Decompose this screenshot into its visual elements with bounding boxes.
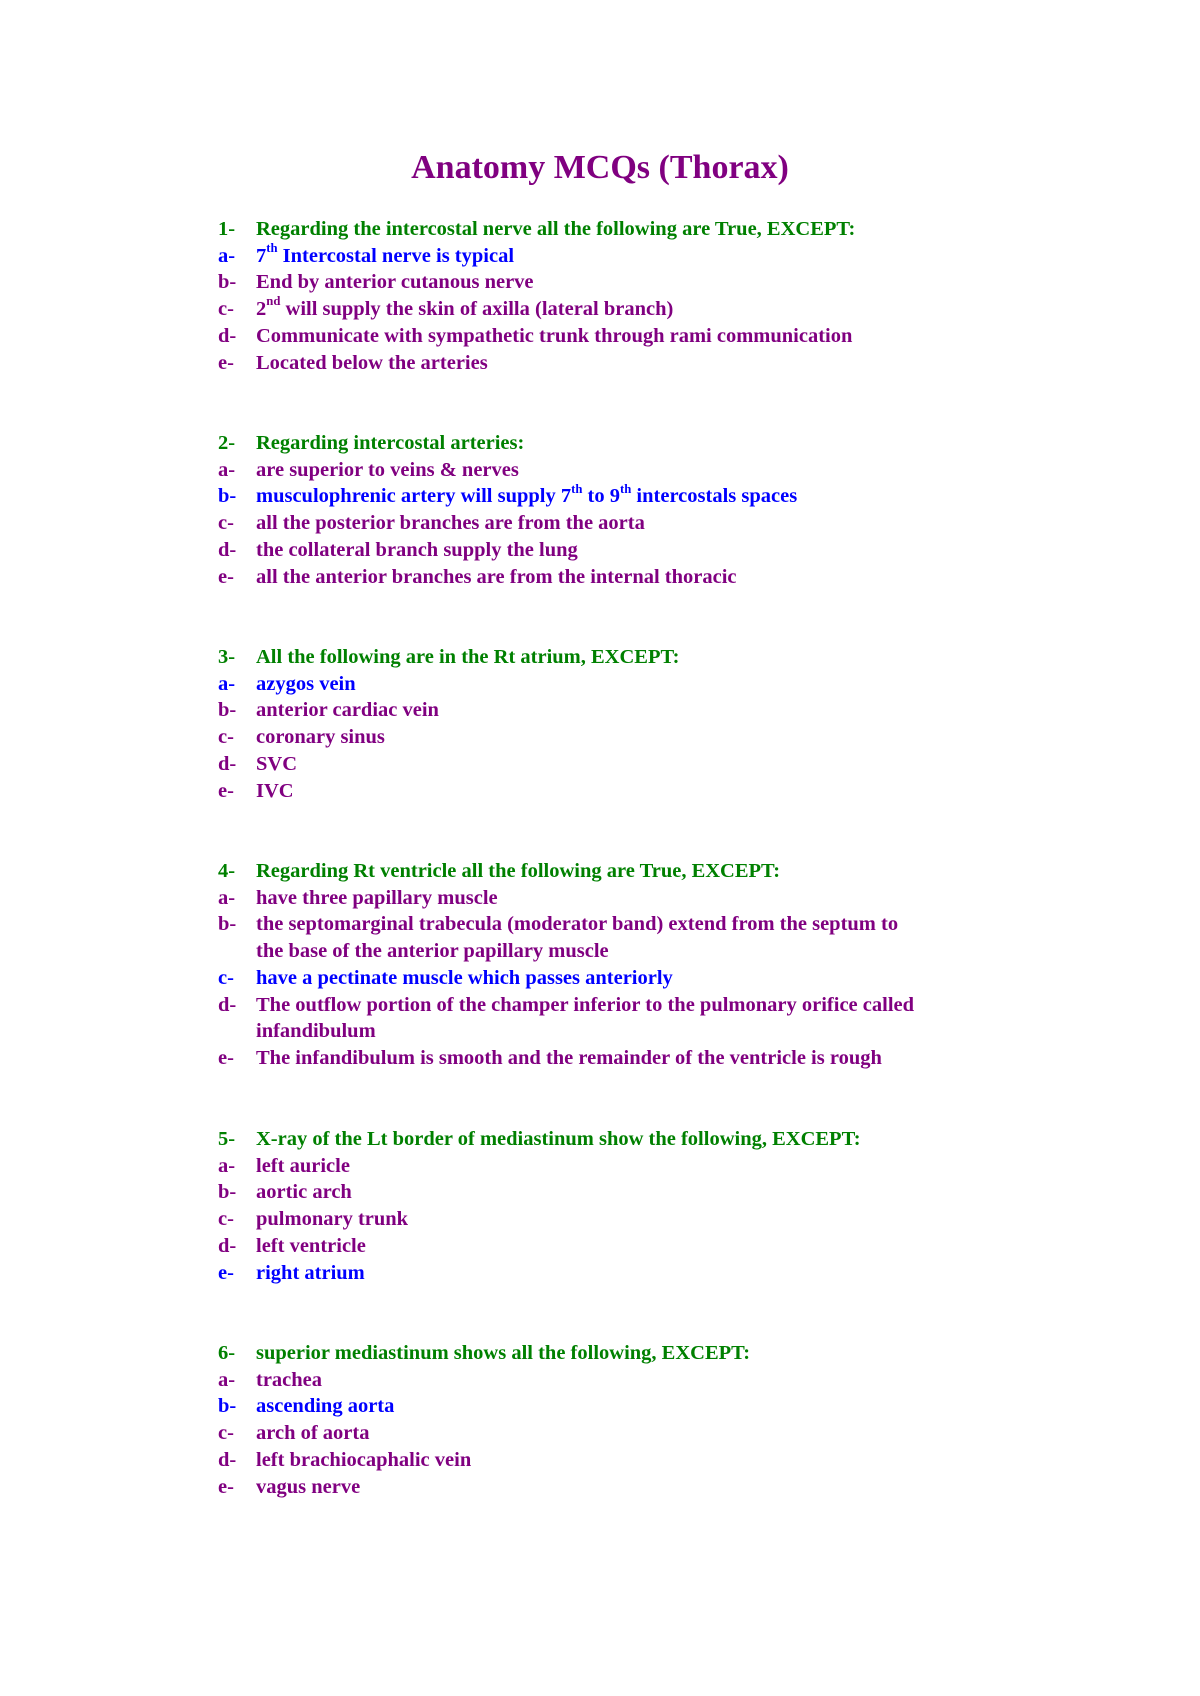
option-text: pulmonary trunk	[256, 1208, 409, 1231]
question-stem	[218, 1340, 1118, 1367]
option-letter: e-	[218, 565, 234, 588]
question-number: 6-	[218, 1342, 236, 1364]
question-number: 2-	[218, 432, 236, 454]
option-e	[218, 564, 1118, 591]
question-stem	[218, 644, 1118, 671]
option-letter: c-	[218, 1208, 234, 1231]
option-text: the septomarginal trabecula (moderator band) extend from the septum to the base of the anterior papillary muscle	[256, 913, 899, 963]
option-b	[218, 697, 1118, 724]
option-letter: b-	[218, 913, 237, 936]
option-text: ascending aorta	[256, 1395, 395, 1418]
option-d	[218, 751, 1118, 778]
option-c	[218, 1420, 1118, 1447]
question-stem	[218, 858, 1118, 885]
option-a	[218, 1153, 1118, 1180]
option-b	[218, 911, 1118, 964]
option-letter: d-	[218, 324, 237, 347]
question-number: 1-	[218, 218, 236, 240]
option-text: 2nd will supply the skin of axilla (lateral branch)	[256, 294, 674, 321]
question-text: All the following are in the Rt atrium, EXCEPT:	[256, 646, 680, 668]
option-text: right atrium	[256, 1261, 365, 1284]
option-text: the collateral branch supply the lung	[256, 538, 578, 561]
option-letter: b-	[218, 1395, 237, 1418]
option-text: arch of aorta	[256, 1422, 370, 1445]
question-1	[218, 216, 1118, 376]
option-d	[218, 323, 1118, 350]
question-text: Regarding the intercostal nerve all the following are True, EXCEPT:	[256, 218, 856, 240]
option-letter: d-	[218, 1234, 237, 1257]
option-text: The infandibulum is smooth and the remainder of the ventricle is rough	[256, 1046, 882, 1069]
option-a	[218, 1367, 1118, 1394]
question-3	[218, 644, 1118, 804]
option-text: SVC	[256, 752, 298, 775]
question-text: superior mediastinum shows all the following, EXCEPT:	[256, 1342, 751, 1364]
option-c	[218, 1206, 1118, 1233]
option-c	[218, 965, 1118, 992]
option-b	[218, 269, 1118, 296]
option-text: aortic arch	[256, 1181, 352, 1204]
option-b	[218, 483, 1118, 510]
question-stem	[218, 216, 1118, 243]
question-text: Regarding Rt ventricle all the following are True, EXCEPT:	[256, 860, 781, 882]
question-5	[218, 1126, 1118, 1286]
question-number: 3-	[218, 646, 236, 668]
option-text: trachea	[256, 1368, 323, 1391]
option-letter: e-	[218, 351, 234, 374]
question-4	[218, 858, 1118, 1072]
option-text: coronary sinus	[256, 726, 385, 749]
option-letter: b-	[218, 1181, 237, 1204]
option-letter: c-	[218, 512, 234, 535]
option-letter: e-	[218, 1046, 234, 1069]
option-letter: a-	[218, 244, 236, 267]
option-d	[218, 992, 1118, 1045]
option-letter: e-	[218, 1261, 234, 1284]
option-text: are superior to veins & nerves	[256, 458, 519, 481]
option-b	[218, 1179, 1118, 1206]
option-text: The outflow portion of the champer inferior to the pulmonary orifice called infandibulum	[256, 993, 915, 1043]
option-text: anterior cardiac vein	[256, 699, 439, 722]
option-a	[218, 457, 1118, 484]
question-text: X-ray of the Lt border of mediastinum show the following, EXCEPT:	[256, 1128, 861, 1150]
option-d	[218, 1233, 1118, 1260]
option-c	[218, 510, 1118, 537]
option-text: all the posterior branches are from the aorta	[256, 512, 645, 535]
option-letter: a-	[218, 672, 236, 695]
option-letter: c-	[218, 726, 234, 749]
option-e	[218, 1474, 1118, 1501]
option-letter: d-	[218, 1448, 237, 1471]
option-a	[218, 240, 1118, 270]
option-letter: e-	[218, 779, 234, 802]
option-a	[218, 885, 1118, 912]
option-text: musculophrenic artery will supply 7th to 9th intercostals spaces	[256, 481, 798, 508]
option-text: Communicate with sympathetic trunk through rami communication	[256, 324, 853, 347]
option-letter: b-	[218, 271, 237, 294]
option-text: all the anterior branches are from the internal thoracic	[256, 565, 737, 588]
option-text: 7th Intercostal nerve is typical	[256, 240, 515, 267]
option-e	[218, 1045, 1118, 1072]
option-letter: b-	[218, 485, 237, 508]
option-text: End by anterior cutanous nerve	[256, 271, 534, 294]
option-e	[218, 778, 1118, 805]
option-d	[218, 1447, 1118, 1474]
question-2	[218, 430, 1118, 590]
option-c	[218, 296, 1118, 323]
option-letter: d-	[218, 993, 237, 1016]
question-stem	[218, 430, 1118, 457]
question-6	[218, 1340, 1118, 1500]
option-letter: a-	[218, 1368, 236, 1391]
option-text: vagus nerve	[256, 1475, 361, 1498]
option-text: left ventricle	[256, 1234, 366, 1257]
option-text: IVC	[256, 779, 294, 802]
option-letter: a-	[218, 458, 236, 481]
option-text: left brachiocaphalic vein	[256, 1448, 472, 1471]
option-letter: c-	[218, 1422, 234, 1445]
question-stem	[218, 1126, 1118, 1153]
option-a	[218, 671, 1118, 698]
question-text: Regarding intercostal arteries:	[256, 432, 525, 454]
option-d	[218, 537, 1118, 564]
document-title: Anatomy MCQs (Thorax)	[411, 149, 789, 186]
option-letter: b-	[218, 699, 237, 722]
option-e	[218, 1260, 1118, 1287]
option-letter: c-	[218, 966, 234, 989]
option-text: Located below the arteries	[256, 351, 488, 374]
question-number: 5-	[218, 1128, 236, 1150]
option-e	[218, 350, 1118, 377]
option-letter: d-	[218, 752, 237, 775]
option-text: azygos vein	[256, 672, 356, 695]
option-text: have three papillary muscle	[256, 886, 498, 909]
option-text: left auricle	[256, 1154, 350, 1177]
option-c	[218, 724, 1118, 751]
question-number: 4-	[218, 860, 236, 882]
option-b	[218, 1393, 1118, 1420]
option-letter: c-	[218, 298, 234, 321]
option-letter: e-	[218, 1475, 234, 1498]
option-letter: a-	[218, 1154, 236, 1177]
option-letter: a-	[218, 886, 236, 909]
option-text: have a pectinate muscle which passes anteriorly	[256, 966, 673, 989]
option-letter: d-	[218, 538, 237, 561]
